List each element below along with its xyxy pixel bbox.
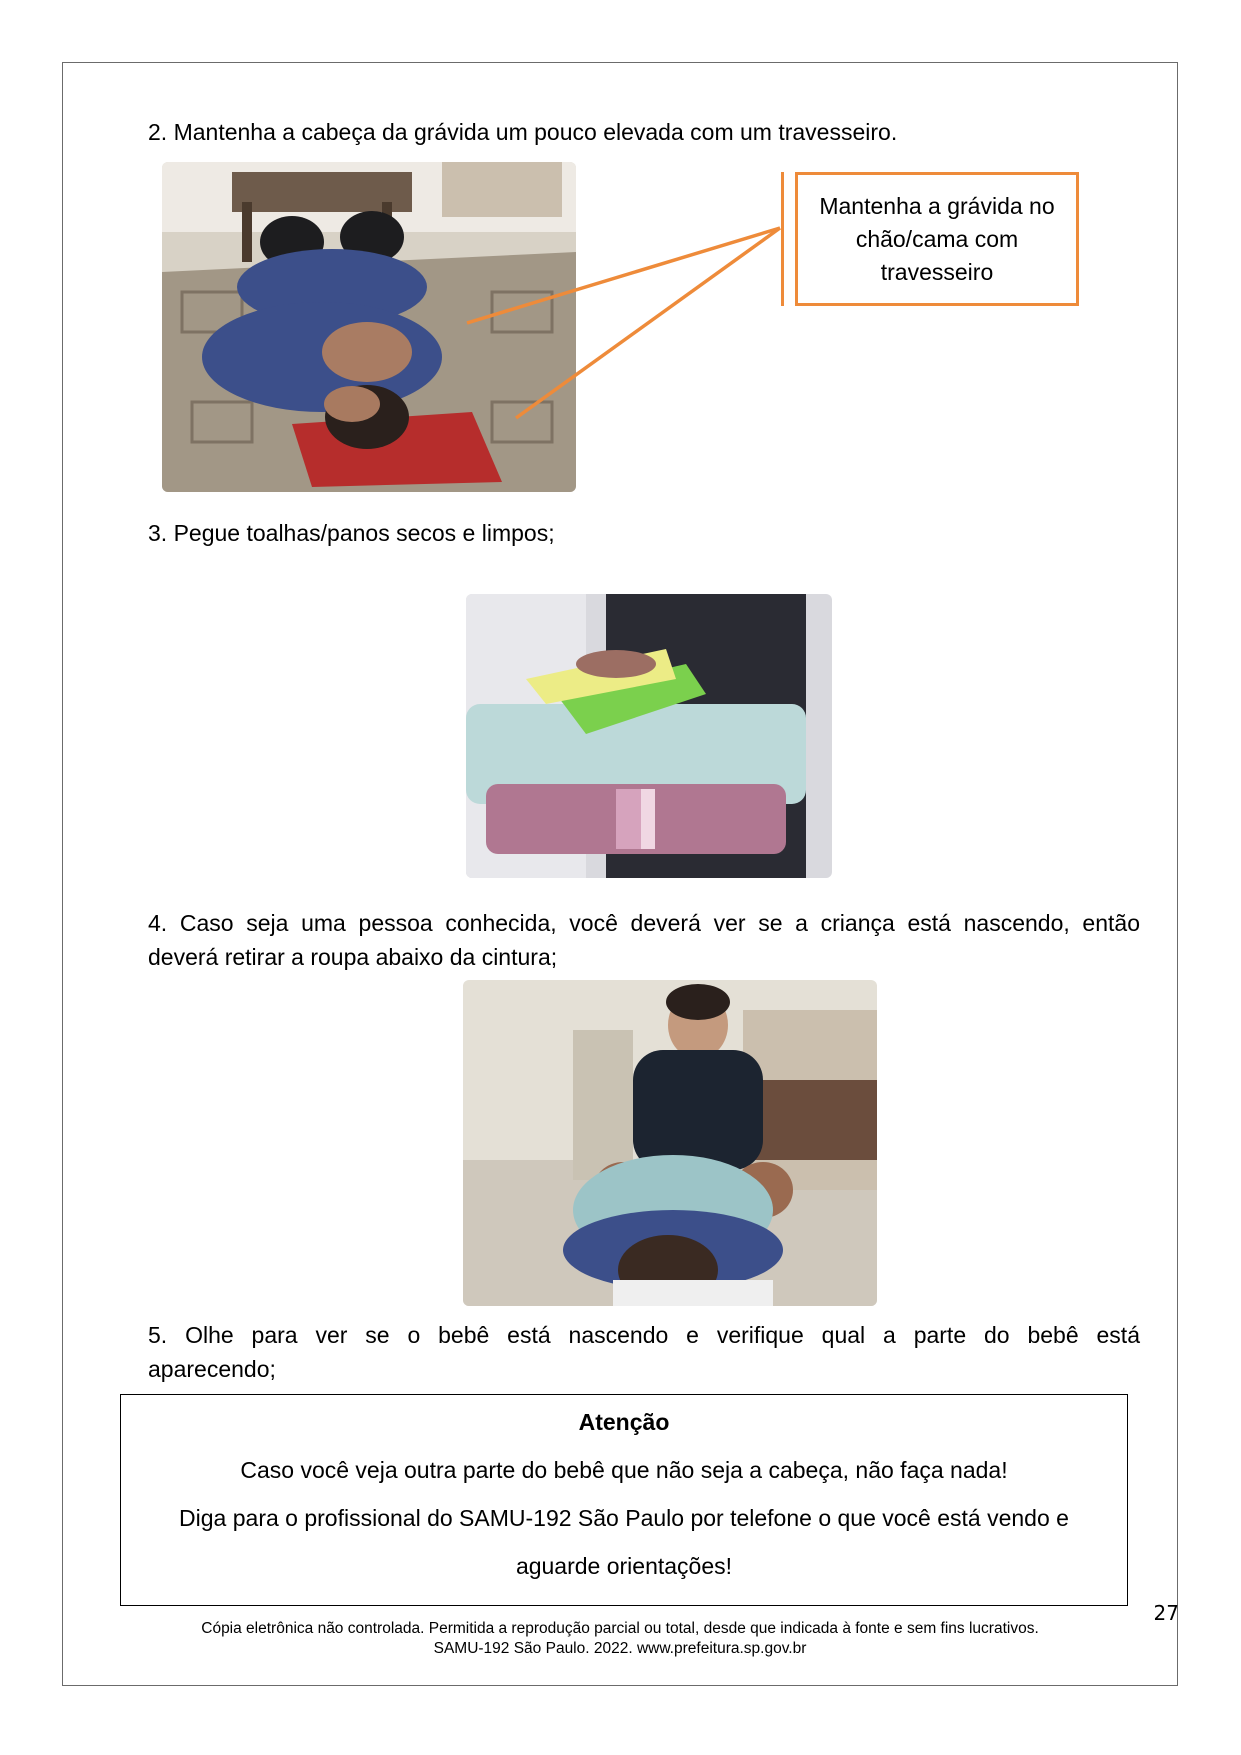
attention-line-2: Diga para o profissional do SAMU-192 São Paulo por telefone o que você está vendo e bbox=[179, 1505, 1069, 1531]
callout-text: Mantenha a grávida no chão/cama com travesseiro bbox=[819, 192, 1055, 285]
page-number: 27 bbox=[1153, 1601, 1179, 1625]
photo-towels bbox=[466, 594, 832, 878]
attention-line-1: Caso você veja outra parte do bebê que não seja a cabeça, não faça nada! bbox=[240, 1457, 1008, 1483]
footer-line-1: Cópia eletrônica não controlada. Permitida a reprodução parcial ou total, desde que indicada à fonte e sem fins lucrativos. bbox=[201, 1620, 1039, 1637]
step-3-text: 3. Pegue toalhas/panos secos e limpos; bbox=[148, 520, 555, 546]
attention-box bbox=[120, 1394, 1128, 1606]
footer-line-2: SAMU-192 São Paulo. 2022. www.prefeitura.sp.gov.br bbox=[433, 1640, 807, 1657]
step-5-line-2: aparecendo; bbox=[148, 1356, 276, 1382]
attention-line-3: aguarde orientações! bbox=[515, 1553, 733, 1579]
callout-box bbox=[795, 172, 1079, 306]
photo-woman-lying-on-pillow bbox=[162, 162, 576, 492]
callout-accent-bar bbox=[781, 172, 784, 306]
attention-title: Atenção bbox=[578, 1409, 670, 1435]
photo-checking-birth bbox=[463, 980, 877, 1306]
step-4-line-2: deverá retirar a roupa abaixo da cintura; bbox=[148, 944, 558, 970]
step-4-line-1: 4. Caso seja uma pessoa conhecida, você deverá ver se a criança está nascendo, então bbox=[148, 910, 1140, 936]
step-5-line-1: 5. Olhe para ver se o bebê está nascendo e verifique qual a parte do bebê está bbox=[148, 1322, 1140, 1348]
step-2-text: 2. Mantenha a cabeça da grávida um pouco elevada com um travesseiro. bbox=[148, 119, 898, 145]
